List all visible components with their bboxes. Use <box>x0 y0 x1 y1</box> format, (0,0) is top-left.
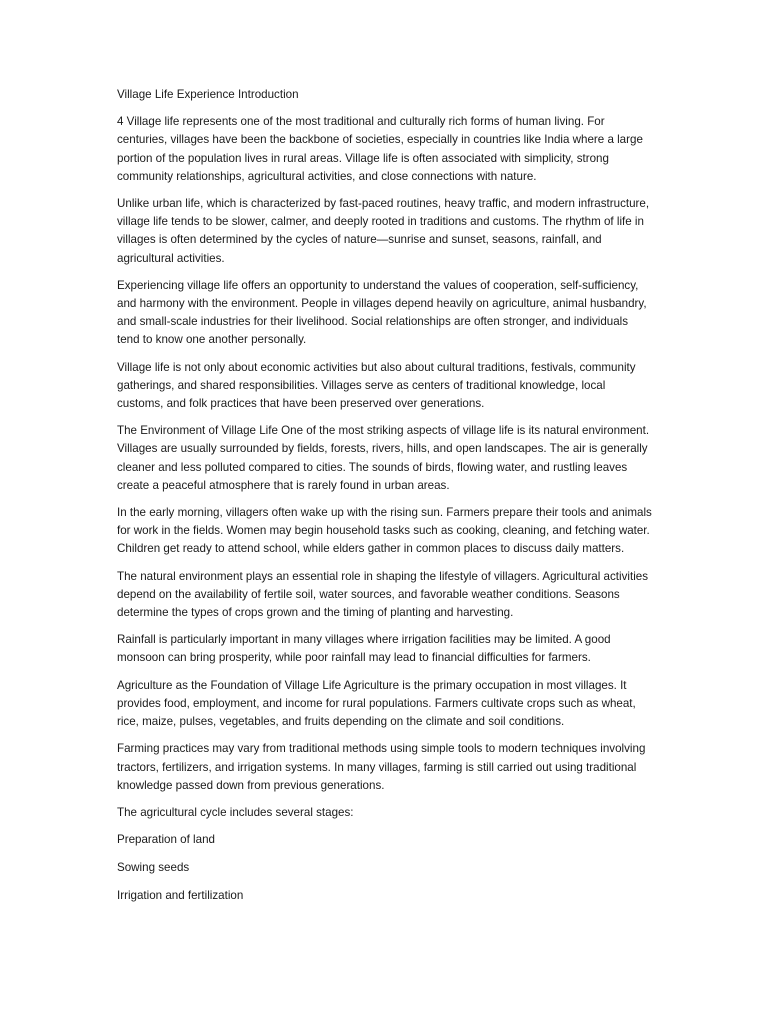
document-body <box>117 86 653 914</box>
paragraph-culture: Village life is not only about economic activities but also about cultural traditions, festivals, community gatherings, and shared responsibilities. Villages serve as centers of traditional knowledge, local customs, and folk practices that have been preserved over generations. <box>117 360 636 411</box>
paragraph-rainfall: Rainfall is particularly important in many villages where irrigation facilities may be limited. A good monsoon can bring prosperity, while poor rainfall may lead to financial difficulties for farmers. <box>117 633 611 665</box>
paragraph-agriculture: Agriculture as the Foundation of Village Life Agriculture is the primary occupation in most villages. It provides food, employment, and income for rural populations. Farmers cultivate crops such as wheat, rice, maize, pulses, vegetables, and fruits depending on the climate and soil conditions. <box>117 678 636 729</box>
list-item-irrigation: Irrigation and fertilization <box>117 888 244 902</box>
list-item-preparation: Preparation of land <box>117 833 215 847</box>
paragraph-cycle-intro: The agricultural cycle includes several stages: <box>117 805 354 819</box>
paragraph-intro: 4 Village life represents one of the most traditional and culturally rich forms of human living. For centuries, villages have been the backbone of societies, especially in countries like India where a large portion of the population lives in rural areas. Village life is often associated with simplicity, strong community relationships, agricultural activities, and close connections with nature. <box>117 115 643 183</box>
paragraph-environment: The Environment of Village Life One of the most striking aspects of village life is its natural environment. Villages are usually surrounded by fields, forests, rivers, hills, and open landscapes. The air is generally cleaner and less polluted compared to cities. The sounds of birds, flowing water, and rustling leaves create a peaceful atmosphere that is rarely found in urban areas. <box>117 424 650 492</box>
paragraph-farming-practices: Farming practices may vary from traditional methods using simple tools to modern techniques involving tractors, fertilizers, and irrigation systems. In many villages, farming is still carried out using traditional knowledge passed down from previous generations. <box>117 742 646 792</box>
paragraph-urban-contrast: Unlike urban life, which is characterized by fast-paced routines, heavy traffic, and modern infrastructure, village life tends to be slower, calmer, and deeply rooted in traditions and customs. The rhythm of life in villages is often determined by the cycles of nature—sunrise and sunset, seasons, rainfall, and agricultural activities. <box>117 197 650 265</box>
paragraph-natural-environment: The natural environment plays an essential role in shaping the lifestyle of villagers. Agricultural activities depend on the availability of fertile soil, water sources, and favorable weather conditions. Seasons determine the types of crops grown and the timing of planting and harvesting. <box>117 569 649 620</box>
paragraph-morning: In the early morning, villagers often wake up with the rising sun. Farmers prepare their tools and animals for work in the fields. Women may begin household tasks such as cooking, cleaning, and fetching water. Children get ready to attend school, while elders gather in common places to discuss daily matters. <box>117 506 652 556</box>
document-title: Village Life Experience Introduction <box>117 88 299 101</box>
paragraph-experiencing: Experiencing village life offers an opportunity to understand the values of cooperation, self-sufficiency, and harmony with the environment. People in villages depend heavily on agriculture, animal husbandry, and small-scale industries for their livelihood. Social relationships are often stronger, and individuals tend to know one another personally. <box>117 278 647 347</box>
list-item-sowing: Sowing seeds <box>117 860 190 874</box>
